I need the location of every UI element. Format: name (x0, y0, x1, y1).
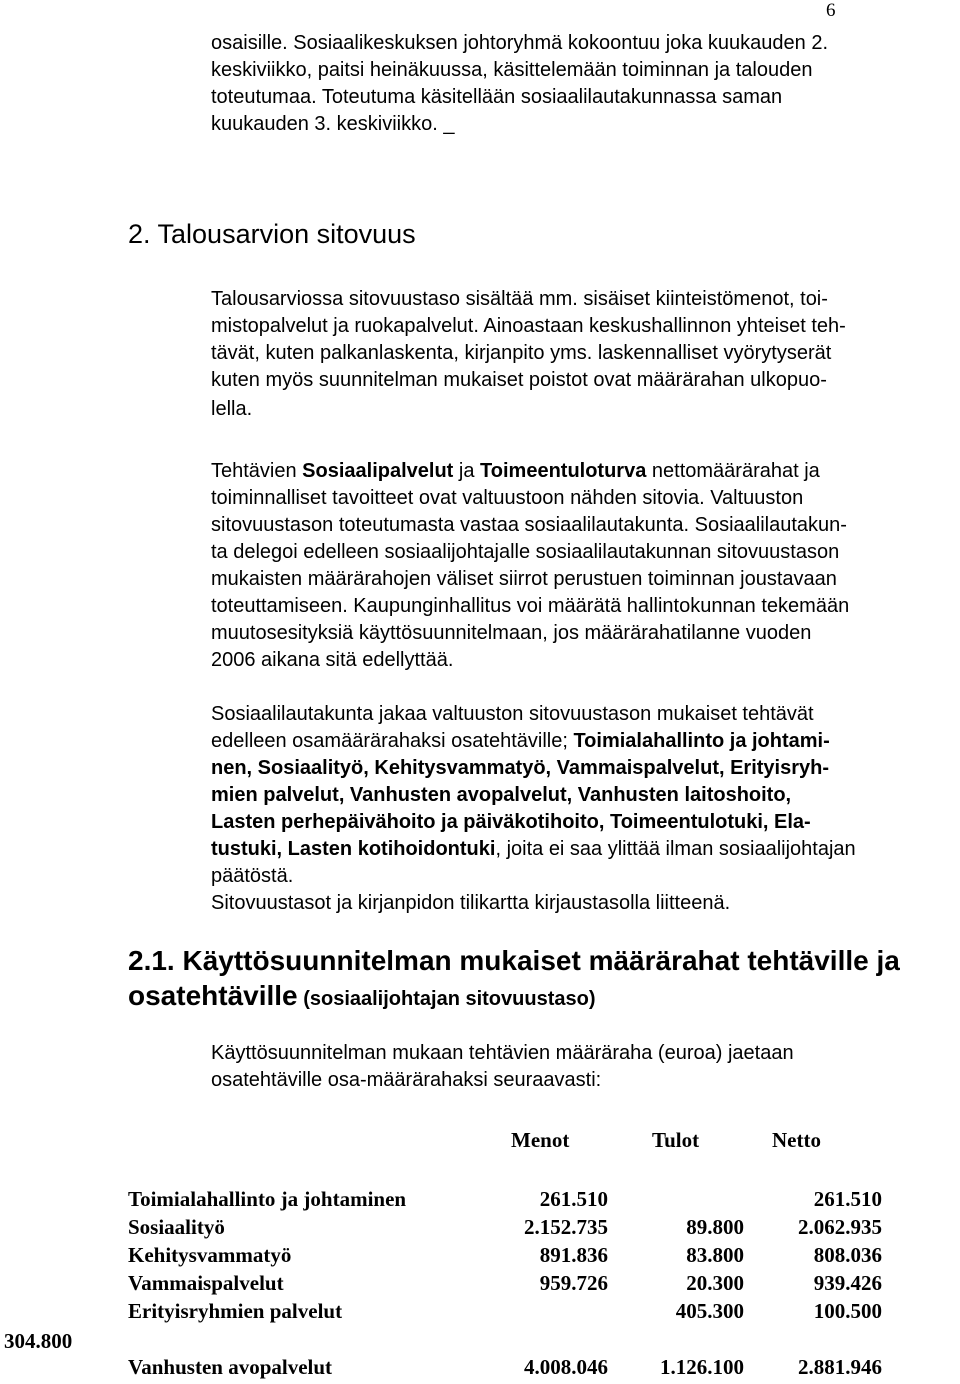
task-list-line: nen, Sosiaalityö, Kehitysvammatyö, Vammaispalvelut, Erityisryh- (211, 757, 830, 779)
paragraph-line: päätöstä. (211, 865, 294, 887)
intro-line: osaisille. Sosiaalikeskuksen johtoryhmä kokoontuu joka kuukauden 2. (211, 32, 829, 54)
paragraph-line: muutosesityksiä käyttösuunnitelmaan, jos määrärahatilanne vuoden (211, 622, 812, 644)
tulot-value: 83.800 (686, 1243, 744, 1267)
task-name: Toimeentuloturva (480, 460, 647, 482)
paragraph-line: toiminnalliset tavoitteet ovat valtuustoon nähden sitovia. Valtuuston (211, 487, 804, 509)
subsection-heading (128, 980, 595, 1012)
row-label: Sosiaalityö (128, 1215, 225, 1239)
tulot-value: 89.800 (686, 1215, 744, 1239)
row-label: Kehitysvammatyö (128, 1243, 292, 1267)
intro-line: toteutumaa. Toteutuma käsitellään sosiaalilautakunnassa saman (211, 86, 783, 108)
column-header-netto: Netto (772, 1128, 821, 1152)
task-list: tustuki, Lasten kotihoidontuki (211, 838, 496, 860)
paragraph-line (211, 728, 830, 755)
menot-value: 891.836 (539, 1243, 608, 1267)
page-number: 6 (826, 0, 836, 21)
paragraph-line: Sitovuustasot ja kirjanpidon tilikartta kirjaustasolla liitteenä. (211, 892, 731, 914)
paragraph-line: Talousarviossa sitovuustaso sisältää mm. sisäiset kiinteistömenot, toi- (211, 288, 828, 310)
text: Tehtävien (211, 460, 303, 482)
tulot-value: 1.126.100 (660, 1355, 744, 1379)
section-heading: 2. Talousarvion sitovuus (128, 219, 416, 249)
row-label: Vammaispalvelut (128, 1271, 284, 1295)
tulot-value: 20.300 (686, 1271, 744, 1295)
paragraph-line: 2006 aikana sitä edellyttää. (211, 649, 454, 671)
paragraph-line: toteuttamiseen. Kaupunginhallitus voi määrätä hallintokunnan tekemään (211, 595, 850, 617)
netto-value: 100.500 (813, 1299, 882, 1323)
paragraph-line: Sosiaalilautakunta jakaa valtuuston sitovuustason mukaiset tehtävät (211, 703, 814, 725)
column-header-tulot: Tulot (652, 1128, 700, 1152)
paragraph-line: tävät, kuten palkanlaskenta, kirjanpito yms. laskennalliset vyörytyserät (211, 342, 832, 364)
task-list-line: mien palvelut, Vanhusten avopalvelut, Vanhusten laitoshoito, (211, 784, 792, 806)
netto-value: 2.062.935 (798, 1215, 882, 1239)
paragraph-line: mukaisten määrärahojen väliset siirrot perustuen toiminnan joustavaan (211, 568, 837, 590)
menot-value: 959.726 (539, 1271, 608, 1295)
intro-line: keskiviikko, paitsi heinäkuussa, käsittelemään toiminnan ja talouden (211, 59, 813, 81)
task-name: Sosiaalipalvelut (302, 460, 454, 482)
row-label: Toimialahallinto ja johtaminen (128, 1187, 407, 1211)
intro-line: kuukauden 3. keskiviikko. _ (211, 113, 455, 135)
text: , joita ei saa ylittää ilman sosiaalijohtajan (495, 838, 856, 860)
menot-value: 261.510 (539, 1187, 608, 1211)
text: nettomäärärahat ja (646, 460, 820, 482)
tulot-value: 405.300 (675, 1299, 744, 1323)
stray-value: 304.800 (4, 1329, 73, 1353)
task-list-line: Lasten perhepäivähoito ja päiväkotihoito, Toimeentulotuki, Ela- (211, 811, 811, 833)
heading-main: osatehtäville (128, 980, 298, 1011)
paragraph-line (211, 836, 856, 863)
paragraph-line: lella. (211, 398, 253, 420)
row-label: Erityisryhmien palvelut (128, 1299, 343, 1323)
subsection-heading: 2.1. Käyttösuunnitelman mukaiset määrärahat tehtäville ja (128, 945, 900, 976)
paragraph-line: Käyttösuunnitelman mukaan tehtävien määräraha (euroa) jaetaan (211, 1042, 794, 1064)
menot-value: 4.008.046 (524, 1355, 608, 1379)
text: edelleen osamäärärahaksi osatehtäville; (211, 730, 574, 752)
paragraph-line: mistopalvelut ja ruokapalvelut. Ainoastaan keskushallinnon yhteiset teh- (211, 315, 846, 337)
paragraph-line: kuten myös suunnitelman mukaiset poistot ovat määrärahan ulkopuo- (211, 369, 827, 391)
paragraph-line: osatehtäville osa-määrärahaksi seuraavasti: (211, 1069, 602, 1091)
paragraph-line (211, 458, 820, 485)
paragraph-line: sitovuustason toteutumasta vastaa sosiaalilautakunta. Sosiaalilautakun- (211, 514, 847, 536)
heading-sub: (sosiaalijohtajan sitovuustaso) (297, 988, 596, 1010)
netto-value: 939.426 (813, 1271, 882, 1295)
column-header-menot: Menot (511, 1128, 570, 1152)
row-label: Vanhusten avopalvelut (128, 1355, 333, 1379)
netto-value: 2.881.946 (798, 1355, 882, 1379)
task-list: Toimialahallinto ja johtami- (573, 730, 830, 752)
menot-value: 2.152.735 (524, 1215, 608, 1239)
text: ja (453, 460, 481, 482)
paragraph-line: ta delegoi edelleen sosiaalijohtajalle sosiaalilautakunnan sitovuustason (211, 541, 840, 563)
netto-value: 808.036 (813, 1243, 882, 1267)
netto-value: 261.510 (813, 1187, 882, 1211)
